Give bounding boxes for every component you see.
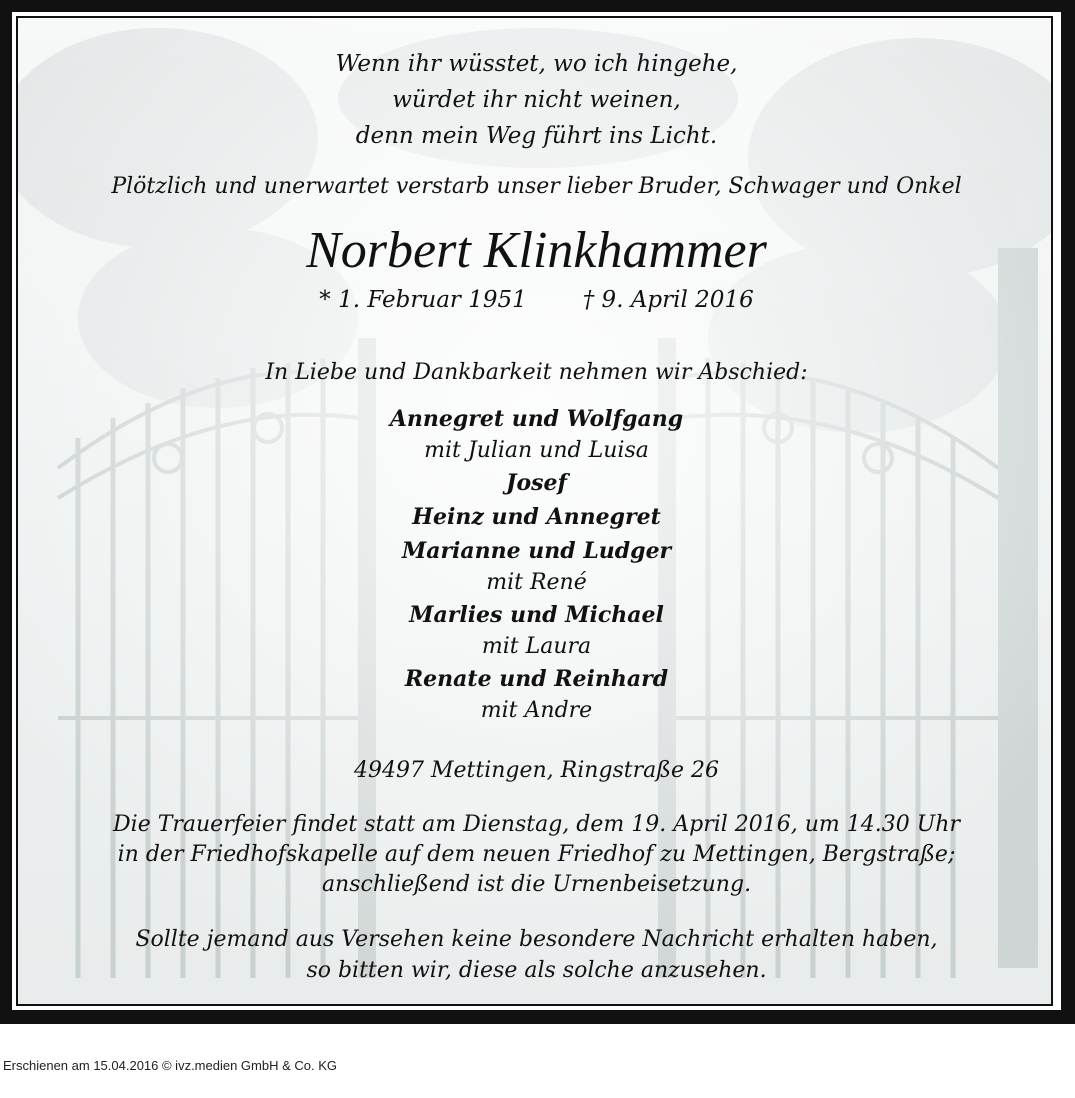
- address: 49497 Mettingen, Ringstraße 26: [354, 758, 719, 783]
- funeral-line: in der Friedhofskapelle auf dem neuen Friedhof zu Mettingen, Bergstraße;: [117, 842, 956, 867]
- obituary-inner-frame: [12, 12, 1061, 1010]
- poem-line: würdet ihr nicht weinen,: [392, 87, 681, 113]
- funeral-details: [18, 810, 1053, 900]
- mourner-name: Marianne und Ludger: [401, 538, 672, 564]
- mourner-children: mit Andre: [480, 698, 593, 723]
- obituary-panel: [16, 16, 1053, 1006]
- deceased-name: Norbert Klinkhammer: [306, 222, 767, 279]
- closing-line: so bitten wir, diese als solche anzusehen.: [306, 958, 767, 983]
- birth-date: * 1. Februar 1951: [319, 287, 527, 313]
- mourner-children: mit Julian und Luisa: [424, 438, 649, 463]
- obituary-content: [18, 18, 1053, 1006]
- mourners-list: [18, 402, 1053, 726]
- mourner-children: mit Laura: [481, 634, 592, 659]
- poem-line: Wenn ihr wüsstet, wo ich hingehe,: [335, 51, 738, 77]
- closing-line: Sollte jemand aus Versehen keine besondere Nachricht erhalten haben,: [135, 927, 938, 952]
- mourner-name: Josef: [506, 470, 567, 496]
- mourner-name: Annegret und Wolfgang: [389, 406, 684, 432]
- poem-line: denn mein Weg führt ins Licht.: [355, 123, 718, 149]
- publication-footer: Erschienen am 15.04.2016 © ivz.medien GmbH & Co. KG: [3, 1058, 338, 1073]
- intro-text: Plötzlich und unerwartet verstarb unser lieber Bruder, Schwager und Onkel: [111, 174, 962, 199]
- funeral-line: anschließend ist die Urnenbeisetzung.: [321, 872, 752, 897]
- poem: [18, 46, 1053, 154]
- mourner-name: Marlies und Michael: [409, 602, 664, 628]
- closing-note: [18, 924, 1053, 986]
- mourner-name: Renate und Reinhard: [404, 666, 669, 692]
- mourner-children: mit René: [486, 570, 587, 595]
- mourner-name: Heinz und Annegret: [412, 504, 661, 530]
- funeral-line: Die Trauerfeier findet statt am Dienstag, dem 19. April 2016, um 14.30 Uhr: [113, 812, 960, 837]
- life-dates: [18, 283, 1053, 317]
- death-date: † 9. April 2016: [582, 287, 754, 313]
- farewell-text: In Liebe und Dankbarkeit nehmen wir Abschied:: [265, 360, 808, 385]
